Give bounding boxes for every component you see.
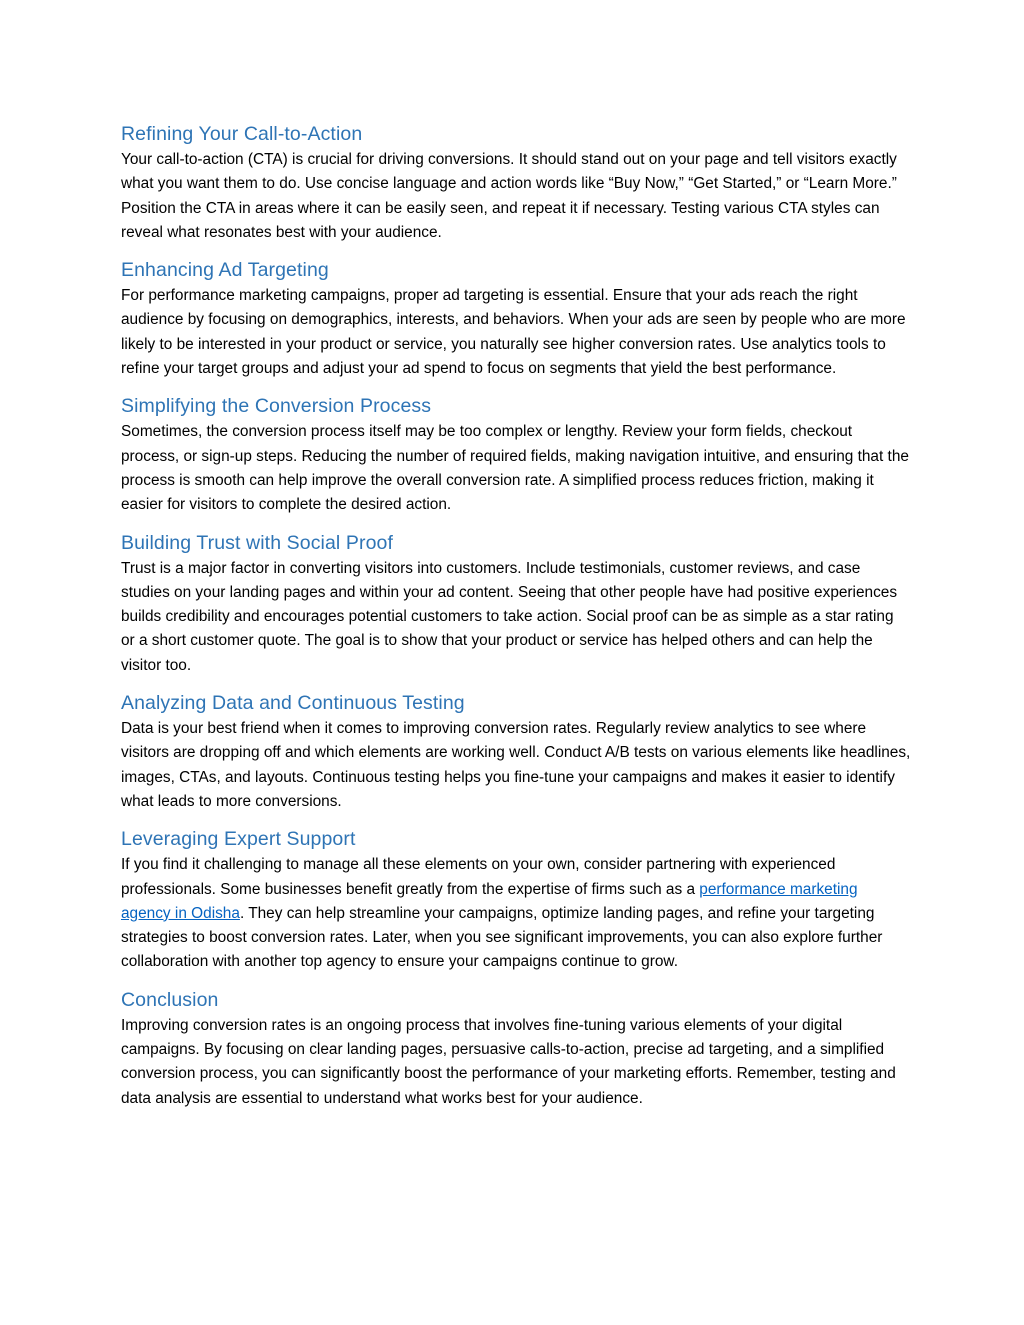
agency-link[interactable]: performance marketing agency in Odisha <box>121 880 858 922</box>
section-paragraph: Trust is a major factor in converting visitors into customers. Include testimonials, customer reviews, and case studies on your landing pages and within your ad content. Seeing that other people have had positive experiences builds credibility and encourages potential customers to take action. Social proof can be as simple as a star rating or a short customer quote. The goal is to show that your product or service has helped others and can help the visitor too. <box>121 559 898 674</box>
section-paragraph: Your call-to-action (CTA) is crucial for driving conversions. It should stand out on your page and tell visitors exactly what you want them to do. Use concise language and action words like “Buy Now,” “Get Started,” or “Learn More.” Position the CTA in areas where it can be easily seen, and repeat it if necessary. Testing various CTA styles can reveal what resonates best with your audience. <box>121 151 897 241</box>
paragraph-text-before-link: If you find it challenging to manage all these elements on your own, consider partnering with experienced professionals. Some businesses benefit greatly from the expertise of firms such as a <box>121 856 836 898</box>
section-heading: Building Trust with Social Proof <box>121 531 393 554</box>
section-paragraph: Data is your best friend when it comes to improving conversion rates. Regularly review analytics to see where visitors are dropping off and which elements are working well. Conduct A/B tests on various elements like headlines, images, CTAs, and layouts. Continuous testing helps you fine-tune your campaigns and makes it easier to identify what leads to more conversions. <box>121 720 911 810</box>
section-heading: Leveraging Expert Support <box>121 828 356 851</box>
section-heading: Analyzing Data and Continuous Testing <box>121 692 465 715</box>
section-heading: Conclusion <box>121 988 219 1011</box>
section-conversion-process <box>121 392 911 517</box>
section-social-proof <box>121 529 911 678</box>
section-paragraph: Improving conversion rates is an ongoing process that involves fine-tuning various elements of your digital campaigns. By focusing on clear landing pages, persuasive calls-to-action, precise ad targeting, and a simplified conversion process, you can significantly boost the performance of your marketing efforts. Remember, testing and data analysis are essential to understand what works best for your audience. <box>121 1016 896 1107</box>
section-paragraph <box>121 853 911 974</box>
section-heading: Refining Your Call-to-Action <box>121 123 363 145</box>
section-refining-cta <box>121 120 911 245</box>
section-heading: Simplifying the Conversion Process <box>121 395 432 418</box>
section-conclusion <box>121 986 911 1111</box>
section-heading: Enhancing Ad Targeting <box>121 259 329 282</box>
section-data-testing <box>121 689 911 814</box>
document-page <box>121 120 911 1122</box>
section-paragraph: For performance marketing campaigns, proper ad targeting is essential. Ensure that your ads reach the right audience by focusing on demographics, interests, and behaviors. When your ads are seen by people who are more likely to be interested in your product or service, you naturally see higher conversion rates. Use analytics tools to refine your target groups and adjust your ad spend to focus on segments that yield the best performance. <box>121 287 906 378</box>
section-paragraph: Sometimes, the conversion process itself may be too complex or lengthy. Review your form fields, checkout process, or sign-up steps. Reducing the number of required fields, making navigation intuitive, and ensuring that the process is smooth can help improve the overall conversion rate. A simplified process reduces friction, making it easier for visitors to complete the desired action. <box>121 423 909 514</box>
section-expert-support <box>121 825 911 974</box>
section-ad-targeting <box>121 256 911 381</box>
paragraph-text-after-link: . They can help streamline your campaigns, optimize landing pages, and refine your targeting strategies to boost conversion rates. Later, when you see significant improvements, you can also explore further collaboration with another top agency to ensure your campaigns continue to grow. <box>121 904 883 971</box>
